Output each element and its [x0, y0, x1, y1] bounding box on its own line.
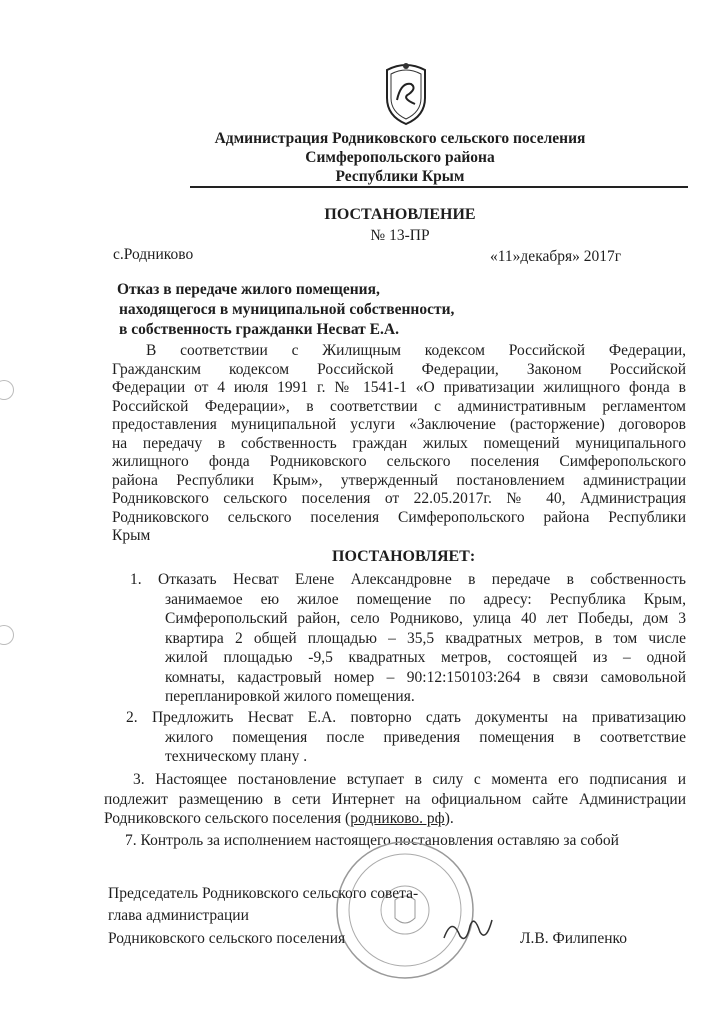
punch-hole-mark [0, 625, 14, 645]
item-text: Родниковского сельского поселения ( [104, 810, 351, 827]
website-link[interactable]: родниково. рф [350, 810, 445, 827]
item-text: ). [444, 810, 454, 827]
handwritten-signature [440, 908, 500, 948]
item-line: техническому плану . [165, 748, 308, 765]
item-line: занимаемое ею жилое помещение по адресу: Республика Крым, [165, 590, 686, 608]
item-line: 1. Отказать Несват Елене Александровне в передаче в собственность [130, 571, 686, 588]
signatory-position: Председатель Родниковского сельского совета- [108, 885, 419, 902]
subject-line: Отказ в передаче жилого помещения, [117, 281, 380, 298]
item-line: жилой площадью -9,5 квадратных метров, состоящей из – одной [165, 649, 686, 666]
document-type: ПОСТАНОВЛЕНИЕ [324, 206, 476, 223]
coat-of-arms-emblem [381, 60, 431, 126]
signatory-name: Л.В. Филипенко [520, 930, 628, 947]
preamble-line: жилищного фонда Родниковского сельского поселения Симферопольского [112, 453, 686, 470]
item-line: жилого помещения после приведения помещения в соответствие [165, 728, 686, 746]
punch-hole-mark [0, 380, 14, 400]
header-line: Симферопольского района [305, 149, 495, 166]
document-number: № 13-ПР [370, 227, 430, 244]
document-place: с.Родниково [113, 246, 194, 263]
preamble-line: Родниковского сельского поселения Симферопольского района Республики [112, 508, 686, 526]
preamble-line: района Республики Крым», утвержденный постановлением администрации [112, 471, 686, 489]
signatory-position: Родниковского сельского поселения [108, 930, 346, 947]
subject-line: в собственность гражданки Несват Е.А. [119, 321, 399, 338]
preamble-line: Российской Федерации», в соответствии с административным регламентом [112, 397, 686, 415]
item-line: Симферопольский район, село Родниково, улица 40 лет Победы, дом 3 [165, 610, 686, 627]
preamble-line: Родниковского сельского поселения от 22.05.2017г. № 40, Администрация [112, 490, 686, 507]
resolves-heading: ПОСТАНОВЛЯЕТ: [332, 548, 476, 565]
document-date: «11»декабря» 2017г [490, 248, 622, 265]
item-line: 3. Настоящее постановление вступает в силу с момента его подписания и [133, 771, 686, 788]
preamble-line: В соответствии с Жилищным кодексом Российской Федерации, [146, 342, 686, 359]
preamble-line: предоставления муниципальной услуги «Заключение (расторжение) договоров [112, 416, 686, 433]
subject-line: находящегося в муниципальной собственности, [119, 301, 455, 318]
signatory-position: глава администрации [108, 907, 249, 924]
header-line: Администрация Родниковского сельского поселения [214, 130, 586, 147]
header-divider [190, 186, 688, 188]
item-line [104, 809, 454, 828]
preamble-line: на передачу в собственность граждан жилых помещений муниципального [112, 434, 686, 452]
item-line: 2. Предложить Несват Е.А. повторно сдать документы на приватизацию [126, 709, 686, 726]
preamble-line: Крым [112, 527, 151, 544]
item-line: квартира 2 общей площадью – 35,5 квадратных метров, в том числе [165, 629, 686, 647]
item-line: комнаты, кадастровый номер – 90:12:150103:264 в связи самовольной [165, 668, 686, 686]
item-line: 7. Контроль за исполнением настоящего постановления оставляю за собой [125, 832, 619, 849]
preamble-line: Федерации от 4 июля 1991 г. № 1541-1 «О приватизации жилищного фонда в [112, 379, 686, 396]
item-line: подлежит размещению в сети Интернет на официальном сайте Администрации [104, 790, 686, 808]
item-line: перепланировкой жилого помещения. [165, 688, 415, 705]
header-line: Республики Крым [335, 168, 465, 185]
preamble-line: Гражданским кодексом Российской Федерации, Законом Российской [112, 360, 686, 378]
